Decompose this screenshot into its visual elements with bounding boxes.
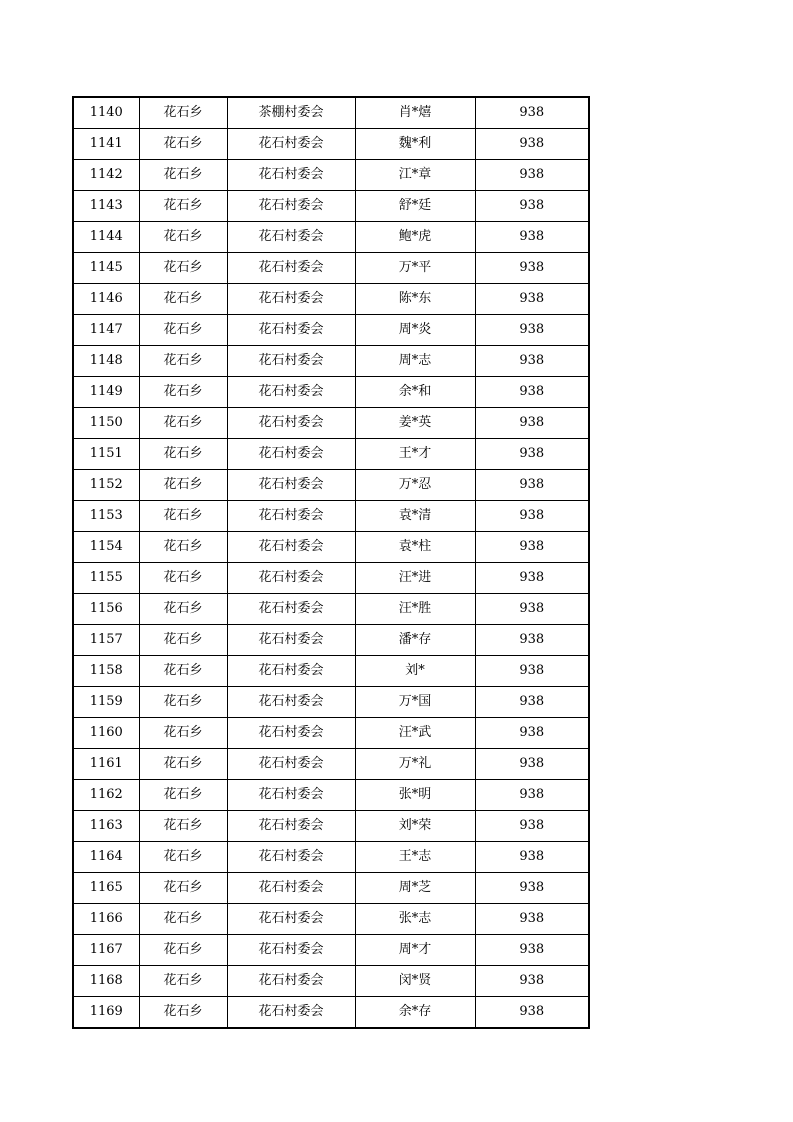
cell-serial-number: 1154 bbox=[73, 532, 139, 563]
cell-township: 花石乡 bbox=[139, 718, 227, 749]
cell-township: 花石乡 bbox=[139, 129, 227, 160]
cell-serial-number: 1150 bbox=[73, 408, 139, 439]
cell-township: 花石乡 bbox=[139, 780, 227, 811]
cell-township: 花石乡 bbox=[139, 408, 227, 439]
cell-village-committee: 花石村委会 bbox=[227, 780, 355, 811]
table-row bbox=[73, 656, 589, 687]
table-row bbox=[73, 97, 589, 129]
cell-village-committee: 花石村委会 bbox=[227, 129, 355, 160]
table-row bbox=[73, 904, 589, 935]
cell-amount: 938 bbox=[475, 97, 589, 129]
cell-township: 花石乡 bbox=[139, 749, 227, 780]
cell-person-name: 陈*东 bbox=[355, 284, 475, 315]
cell-township: 花石乡 bbox=[139, 997, 227, 1029]
cell-village-committee: 花石村委会 bbox=[227, 408, 355, 439]
cell-serial-number: 1160 bbox=[73, 718, 139, 749]
cell-township: 花石乡 bbox=[139, 222, 227, 253]
cell-amount: 938 bbox=[475, 904, 589, 935]
cell-person-name: 魏*利 bbox=[355, 129, 475, 160]
cell-amount: 938 bbox=[475, 129, 589, 160]
cell-amount: 938 bbox=[475, 284, 589, 315]
table-row bbox=[73, 842, 589, 873]
table-row bbox=[73, 315, 589, 346]
cell-township: 花石乡 bbox=[139, 97, 227, 129]
cell-village-committee: 花石村委会 bbox=[227, 377, 355, 408]
cell-amount: 938 bbox=[475, 377, 589, 408]
table-row bbox=[73, 966, 589, 997]
cell-amount: 938 bbox=[475, 253, 589, 284]
cell-village-committee: 花石村委会 bbox=[227, 625, 355, 656]
cell-village-committee: 花石村委会 bbox=[227, 594, 355, 625]
table-row bbox=[73, 346, 589, 377]
cell-serial-number: 1151 bbox=[73, 439, 139, 470]
cell-village-committee: 茶棚村委会 bbox=[227, 97, 355, 129]
cell-person-name: 肖*熺 bbox=[355, 97, 475, 129]
cell-amount: 938 bbox=[475, 656, 589, 687]
cell-person-name: 潘*存 bbox=[355, 625, 475, 656]
table-row bbox=[73, 687, 589, 718]
cell-amount: 938 bbox=[475, 470, 589, 501]
cell-person-name: 万*礼 bbox=[355, 749, 475, 780]
cell-amount: 938 bbox=[475, 594, 589, 625]
cell-township: 花石乡 bbox=[139, 842, 227, 873]
cell-township: 花石乡 bbox=[139, 470, 227, 501]
table-row bbox=[73, 284, 589, 315]
cell-amount: 938 bbox=[475, 966, 589, 997]
cell-person-name: 鲍*虎 bbox=[355, 222, 475, 253]
cell-township: 花石乡 bbox=[139, 284, 227, 315]
cell-village-committee: 花石村委会 bbox=[227, 532, 355, 563]
cell-amount: 938 bbox=[475, 749, 589, 780]
cell-township: 花石乡 bbox=[139, 377, 227, 408]
cell-village-committee: 花石村委会 bbox=[227, 842, 355, 873]
cell-person-name: 周*炎 bbox=[355, 315, 475, 346]
table-row bbox=[73, 780, 589, 811]
cell-township: 花石乡 bbox=[139, 439, 227, 470]
cell-person-name: 王*才 bbox=[355, 439, 475, 470]
cell-serial-number: 1146 bbox=[73, 284, 139, 315]
table-row bbox=[73, 470, 589, 501]
cell-township: 花石乡 bbox=[139, 873, 227, 904]
cell-serial-number: 1168 bbox=[73, 966, 139, 997]
cell-village-committee: 花石村委会 bbox=[227, 501, 355, 532]
cell-person-name: 万*国 bbox=[355, 687, 475, 718]
cell-amount: 938 bbox=[475, 780, 589, 811]
cell-amount: 938 bbox=[475, 563, 589, 594]
cell-serial-number: 1158 bbox=[73, 656, 139, 687]
cell-village-committee: 花石村委会 bbox=[227, 284, 355, 315]
cell-village-committee: 花石村委会 bbox=[227, 439, 355, 470]
cell-amount: 938 bbox=[475, 501, 589, 532]
cell-village-committee: 花石村委会 bbox=[227, 470, 355, 501]
cell-person-name: 张*明 bbox=[355, 780, 475, 811]
cell-serial-number: 1141 bbox=[73, 129, 139, 160]
table-row bbox=[73, 160, 589, 191]
cell-township: 花石乡 bbox=[139, 656, 227, 687]
cell-serial-number: 1163 bbox=[73, 811, 139, 842]
cell-serial-number: 1169 bbox=[73, 997, 139, 1029]
cell-person-name: 周*才 bbox=[355, 935, 475, 966]
cell-village-committee: 花石村委会 bbox=[227, 563, 355, 594]
cell-village-committee: 花石村委会 bbox=[227, 997, 355, 1029]
cell-serial-number: 1165 bbox=[73, 873, 139, 904]
cell-serial-number: 1145 bbox=[73, 253, 139, 284]
cell-serial-number: 1155 bbox=[73, 563, 139, 594]
cell-township: 花石乡 bbox=[139, 625, 227, 656]
cell-village-committee: 花石村委会 bbox=[227, 904, 355, 935]
cell-village-committee: 花石村委会 bbox=[227, 191, 355, 222]
cell-person-name: 刘*荣 bbox=[355, 811, 475, 842]
cell-person-name: 周*志 bbox=[355, 346, 475, 377]
table-row bbox=[73, 935, 589, 966]
roster-table-body bbox=[73, 97, 589, 1028]
cell-person-name: 万*平 bbox=[355, 253, 475, 284]
cell-serial-number: 1143 bbox=[73, 191, 139, 222]
cell-amount: 938 bbox=[475, 315, 589, 346]
cell-village-committee: 花石村委会 bbox=[227, 315, 355, 346]
cell-serial-number: 1147 bbox=[73, 315, 139, 346]
cell-township: 花石乡 bbox=[139, 253, 227, 284]
cell-serial-number: 1153 bbox=[73, 501, 139, 532]
cell-amount: 938 bbox=[475, 811, 589, 842]
cell-serial-number: 1159 bbox=[73, 687, 139, 718]
cell-amount: 938 bbox=[475, 346, 589, 377]
cell-serial-number: 1164 bbox=[73, 842, 139, 873]
cell-village-committee: 花石村委会 bbox=[227, 346, 355, 377]
cell-serial-number: 1167 bbox=[73, 935, 139, 966]
cell-amount: 938 bbox=[475, 687, 589, 718]
cell-person-name: 张*志 bbox=[355, 904, 475, 935]
cell-person-name: 王*志 bbox=[355, 842, 475, 873]
cell-amount: 938 bbox=[475, 191, 589, 222]
cell-township: 花石乡 bbox=[139, 191, 227, 222]
cell-amount: 938 bbox=[475, 160, 589, 191]
cell-amount: 938 bbox=[475, 222, 589, 253]
cell-village-committee: 花石村委会 bbox=[227, 718, 355, 749]
table-row bbox=[73, 625, 589, 656]
cell-person-name: 姜*英 bbox=[355, 408, 475, 439]
cell-village-committee: 花石村委会 bbox=[227, 687, 355, 718]
table-row bbox=[73, 718, 589, 749]
table-row bbox=[73, 377, 589, 408]
cell-amount: 938 bbox=[475, 439, 589, 470]
cell-person-name: 舒*廷 bbox=[355, 191, 475, 222]
cell-township: 花石乡 bbox=[139, 811, 227, 842]
cell-village-committee: 花石村委会 bbox=[227, 749, 355, 780]
cell-amount: 938 bbox=[475, 718, 589, 749]
cell-person-name: 余*和 bbox=[355, 377, 475, 408]
cell-village-committee: 花石村委会 bbox=[227, 656, 355, 687]
cell-serial-number: 1148 bbox=[73, 346, 139, 377]
table-row bbox=[73, 997, 589, 1029]
table-row bbox=[73, 222, 589, 253]
cell-serial-number: 1156 bbox=[73, 594, 139, 625]
cell-serial-number: 1144 bbox=[73, 222, 139, 253]
cell-township: 花石乡 bbox=[139, 687, 227, 718]
cell-township: 花石乡 bbox=[139, 160, 227, 191]
table-row bbox=[73, 501, 589, 532]
cell-person-name: 余*存 bbox=[355, 997, 475, 1029]
cell-township: 花石乡 bbox=[139, 563, 227, 594]
cell-amount: 938 bbox=[475, 997, 589, 1029]
table-row bbox=[73, 408, 589, 439]
cell-village-committee: 花石村委会 bbox=[227, 222, 355, 253]
table-row bbox=[73, 749, 589, 780]
cell-person-name: 汪*进 bbox=[355, 563, 475, 594]
cell-serial-number: 1157 bbox=[73, 625, 139, 656]
cell-township: 花石乡 bbox=[139, 594, 227, 625]
cell-person-name: 闵*贤 bbox=[355, 966, 475, 997]
cell-person-name: 万*忍 bbox=[355, 470, 475, 501]
cell-village-committee: 花石村委会 bbox=[227, 873, 355, 904]
cell-serial-number: 1166 bbox=[73, 904, 139, 935]
roster-table bbox=[72, 96, 590, 1029]
cell-person-name: 袁*清 bbox=[355, 501, 475, 532]
cell-serial-number: 1152 bbox=[73, 470, 139, 501]
table-row bbox=[73, 594, 589, 625]
cell-township: 花石乡 bbox=[139, 315, 227, 346]
cell-township: 花石乡 bbox=[139, 966, 227, 997]
cell-amount: 938 bbox=[475, 408, 589, 439]
cell-person-name: 袁*柱 bbox=[355, 532, 475, 563]
table-row bbox=[73, 129, 589, 160]
cell-village-committee: 花石村委会 bbox=[227, 160, 355, 191]
cell-amount: 938 bbox=[475, 873, 589, 904]
cell-amount: 938 bbox=[475, 625, 589, 656]
cell-township: 花石乡 bbox=[139, 346, 227, 377]
table-row bbox=[73, 191, 589, 222]
cell-serial-number: 1142 bbox=[73, 160, 139, 191]
cell-serial-number: 1140 bbox=[73, 97, 139, 129]
cell-person-name: 江*章 bbox=[355, 160, 475, 191]
cell-person-name: 周*芝 bbox=[355, 873, 475, 904]
cell-village-committee: 花石村委会 bbox=[227, 811, 355, 842]
table-row bbox=[73, 563, 589, 594]
cell-township: 花石乡 bbox=[139, 532, 227, 563]
cell-person-name: 汪*武 bbox=[355, 718, 475, 749]
table-row bbox=[73, 532, 589, 563]
table-row bbox=[73, 811, 589, 842]
table-row bbox=[73, 253, 589, 284]
cell-person-name: 汪*胜 bbox=[355, 594, 475, 625]
cell-serial-number: 1162 bbox=[73, 780, 139, 811]
cell-township: 花石乡 bbox=[139, 501, 227, 532]
cell-township: 花石乡 bbox=[139, 935, 227, 966]
cell-amount: 938 bbox=[475, 842, 589, 873]
cell-serial-number: 1149 bbox=[73, 377, 139, 408]
cell-person-name: 刘* bbox=[355, 656, 475, 687]
cell-village-committee: 花石村委会 bbox=[227, 966, 355, 997]
table-row bbox=[73, 873, 589, 904]
cell-serial-number: 1161 bbox=[73, 749, 139, 780]
table-row bbox=[73, 439, 589, 470]
cell-village-committee: 花石村委会 bbox=[227, 253, 355, 284]
cell-village-committee: 花石村委会 bbox=[227, 935, 355, 966]
cell-amount: 938 bbox=[475, 935, 589, 966]
cell-amount: 938 bbox=[475, 532, 589, 563]
cell-township: 花石乡 bbox=[139, 904, 227, 935]
